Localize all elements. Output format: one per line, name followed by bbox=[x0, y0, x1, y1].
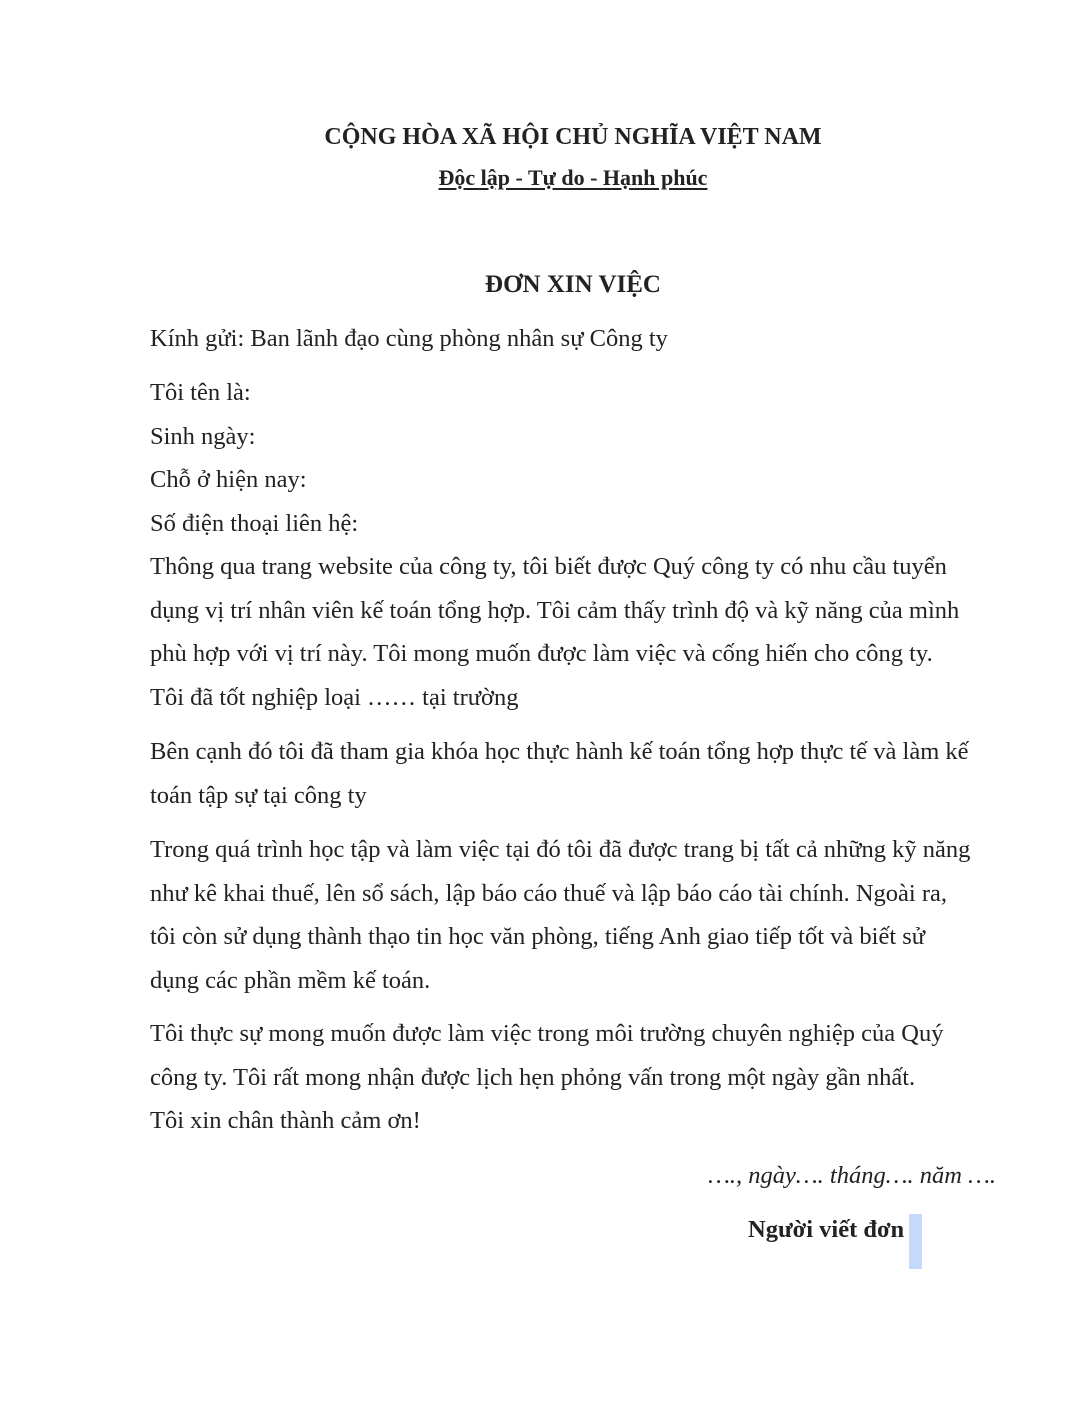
paragraph-line: Thông qua trang website của công ty, tôi biết được Quý công ty có nhu cầu tuyển bbox=[150, 553, 947, 580]
paragraph-skills bbox=[150, 828, 1000, 1002]
paragraph-line: Bên cạnh đó tôi đã tham gia khóa học thực hành kế toán tổng hợp thực tế và làm kế bbox=[150, 738, 969, 765]
document-title: ĐƠN XIN VIỆC bbox=[485, 271, 661, 298]
paragraph-line: Tôi xin chân thành cảm ơn! bbox=[150, 1107, 421, 1134]
field-address: Chỗ ở hiện nay: bbox=[150, 466, 307, 493]
signer-label: Người viết đơn bbox=[748, 1216, 905, 1243]
paragraph-line: toán tập sự tại công ty bbox=[150, 781, 367, 809]
field-phone: Số điện thoại liên hệ: bbox=[150, 509, 359, 537]
salutation-text: Kính gửi: Ban lãnh đạo cùng phòng nhân sự Công ty bbox=[150, 325, 668, 352]
personal-info-block bbox=[150, 371, 1000, 719]
date-line: …., ngày…. tháng…. năm …. bbox=[708, 1162, 996, 1189]
paragraph-line: dụng các phần mềm kế toán. bbox=[150, 966, 431, 994]
national-motto-text: Độc lập - Tự do - Hạnh phúc bbox=[438, 165, 708, 190]
salutation bbox=[150, 317, 1000, 361]
field-name: Tôi tên là: bbox=[150, 379, 251, 406]
paragraph-line: như kê khai thuế, lên sổ sách, lập báo cáo thuế và lập báo cáo tài chính. Ngoài ra, bbox=[150, 879, 948, 907]
text-selection-highlight[interactable] bbox=[909, 1214, 922, 1269]
paragraph-training bbox=[150, 730, 1000, 817]
paragraph-line: phù hợp với vị trí này. Tôi mong muốn được làm việc và cống hiến cho công ty. bbox=[150, 640, 933, 667]
paragraph-line: Trong quá trình học tập và làm việc tại đó tôi đã được trang bị tất cả những kỹ năng bbox=[150, 836, 971, 863]
paragraph-line: tôi còn sử dụng thành thạo tin học văn phòng, tiếng Anh giao tiếp tốt và biết sử bbox=[150, 923, 926, 950]
paragraph-line: Tôi đã tốt nghiệp loại …… tại trường bbox=[150, 683, 519, 711]
paragraph-line: công ty. Tôi rất mong nhận được lịch hẹn phỏng vấn trong một ngày gần nhất. bbox=[150, 1063, 916, 1091]
national-motto bbox=[150, 163, 996, 193]
paragraph-line: Tôi thực sự mong muốn được làm việc trong môi trường chuyên nghiệp của Quý bbox=[150, 1020, 944, 1047]
paragraph-closing bbox=[150, 1012, 1000, 1143]
national-title: CỘNG HÒA XÃ HỘI CHỦ NGHĨA VIỆT NAM bbox=[324, 124, 822, 150]
paragraph-line: dụng vị trí nhân viên kế toán tổng hợp. Tôi cảm thấy trình độ và kỹ năng của mình bbox=[150, 596, 960, 624]
field-birth-date: Sinh ngày: bbox=[150, 422, 256, 450]
